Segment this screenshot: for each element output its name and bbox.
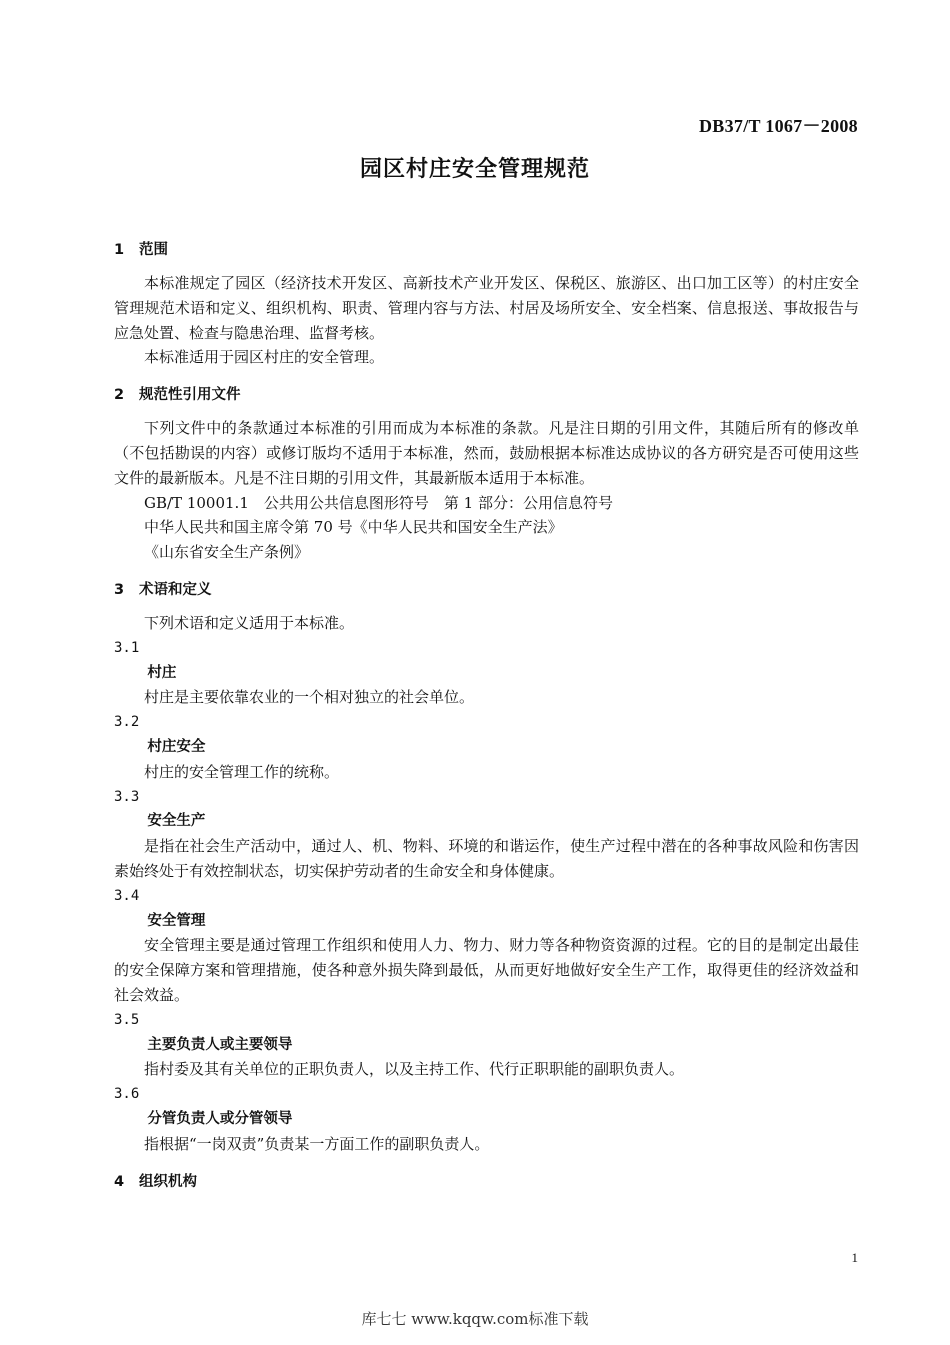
term-number: 3.1 bbox=[114, 639, 140, 656]
reference-item: 中华人民共和国主席令第 70 号《中华人民共和国安全生产法》 bbox=[144, 518, 563, 537]
term-definition: 指根据“一岗双责”负责某一方面工作的副职负责人。 bbox=[144, 1134, 490, 1153]
reference-item: GB/T 10001.1 公共用公共信息图形符号 第 1 部分：公用信息符号 bbox=[144, 493, 613, 512]
term-name: 分管负责人或分管领导 bbox=[147, 1110, 293, 1127]
section-title: 组织机构 bbox=[139, 1173, 197, 1190]
section-title: 范围 bbox=[139, 242, 168, 258]
section-heading-organization bbox=[114, 1170, 859, 1194]
paragraph: 下列术语和定义适用于本标准。 bbox=[144, 613, 355, 632]
term-entry bbox=[114, 785, 859, 884]
term-entry bbox=[114, 884, 859, 1008]
term-definition: 安全管理主要是通过管理工作组织和使用人力、物力、财力等各种物资资源的过程。它的目的是制定出最佳的安全保障方案和管理措施，使各种意外损失降到最低，从而更好地做好安全生产工作，取得更佳的经济效益和社会效益。 bbox=[114, 936, 859, 1004]
document-body bbox=[114, 238, 859, 1203]
term-entry bbox=[114, 1082, 859, 1156]
term-name: 安全生产 bbox=[147, 813, 206, 830]
section-heading-terms bbox=[114, 578, 859, 602]
term-definition: 是指在社会生产活动中，通过人、机、物料、环境的和谐运作，使生产过程中潜在的各种事故风险和伤害因素始终处于有效控制状态，切实保护劳动者的生命安全和身体健康。 bbox=[114, 837, 859, 880]
paragraph: 本标准规定了园区（经济技术开发区、高新技术产业开发区、保税区、旅游区、出口加工区等）的村庄安全管理规范术语和定义、组织机构、职责、管理内容与方法、村居及场所安全、安全档案、信息报送、事故报告与应急处置、检查与隐患治理、监督考核。 bbox=[114, 274, 859, 342]
term-definition: 村庄是主要依靠农业的一个相对独立的社会单位。 bbox=[144, 688, 475, 707]
section-title: 规范性引用文件 bbox=[139, 387, 241, 404]
section-number: 1 bbox=[114, 242, 125, 258]
standard-code: DB37/T 1067－2008 bbox=[699, 116, 858, 136]
section-heading-normative-references bbox=[114, 383, 859, 407]
paragraph: 下列文件中的条款通过本标准的引用而成为本标准的条款。凡是注日期的引用文件，其随后所有的修改单（不包括勘误的内容）或修订版均不适用于本标准，然而，鼓励根据本标准达成协议的各方研究是否可使用这些文件的最新版本。凡是不注日期的引用文件，其最新版本适用于本标准。 bbox=[114, 419, 859, 487]
term-name: 村庄 bbox=[147, 664, 177, 681]
term-number: 3.2 bbox=[114, 714, 140, 731]
term-definition: 村庄的安全管理工作的统称。 bbox=[144, 762, 340, 781]
section-number: 4 bbox=[114, 1173, 125, 1190]
section-heading-scope bbox=[114, 238, 859, 262]
section-number: 2 bbox=[114, 387, 125, 404]
term-name: 安全管理 bbox=[147, 912, 206, 929]
paragraph: 本标准适用于园区村庄的安全管理。 bbox=[144, 348, 385, 367]
reference-item: 《山东省安全生产条例》 bbox=[144, 543, 310, 562]
page-title: 园区村庄安全管理规范 bbox=[359, 157, 590, 182]
term-entry bbox=[114, 710, 859, 784]
term-number: 3.3 bbox=[114, 788, 140, 805]
page-number: 1 bbox=[851, 1250, 858, 1265]
term-entry bbox=[114, 636, 859, 710]
section-title: 术语和定义 bbox=[139, 581, 212, 598]
term-definition: 指村委及其有关单位的正职负责人，以及主持工作、代行正职职能的副职负责人。 bbox=[144, 1060, 685, 1079]
term-number: 3.4 bbox=[114, 887, 140, 904]
footer-watermark: 库七七 www.kqqw.com标准下载 bbox=[361, 1310, 589, 1328]
section-number: 3 bbox=[114, 581, 125, 598]
term-name: 村庄安全 bbox=[147, 738, 206, 755]
term-entry bbox=[114, 1008, 859, 1082]
term-number: 3.5 bbox=[114, 1011, 140, 1028]
term-number: 3.6 bbox=[114, 1086, 140, 1103]
term-name: 主要负责人或主要领导 bbox=[147, 1036, 293, 1053]
